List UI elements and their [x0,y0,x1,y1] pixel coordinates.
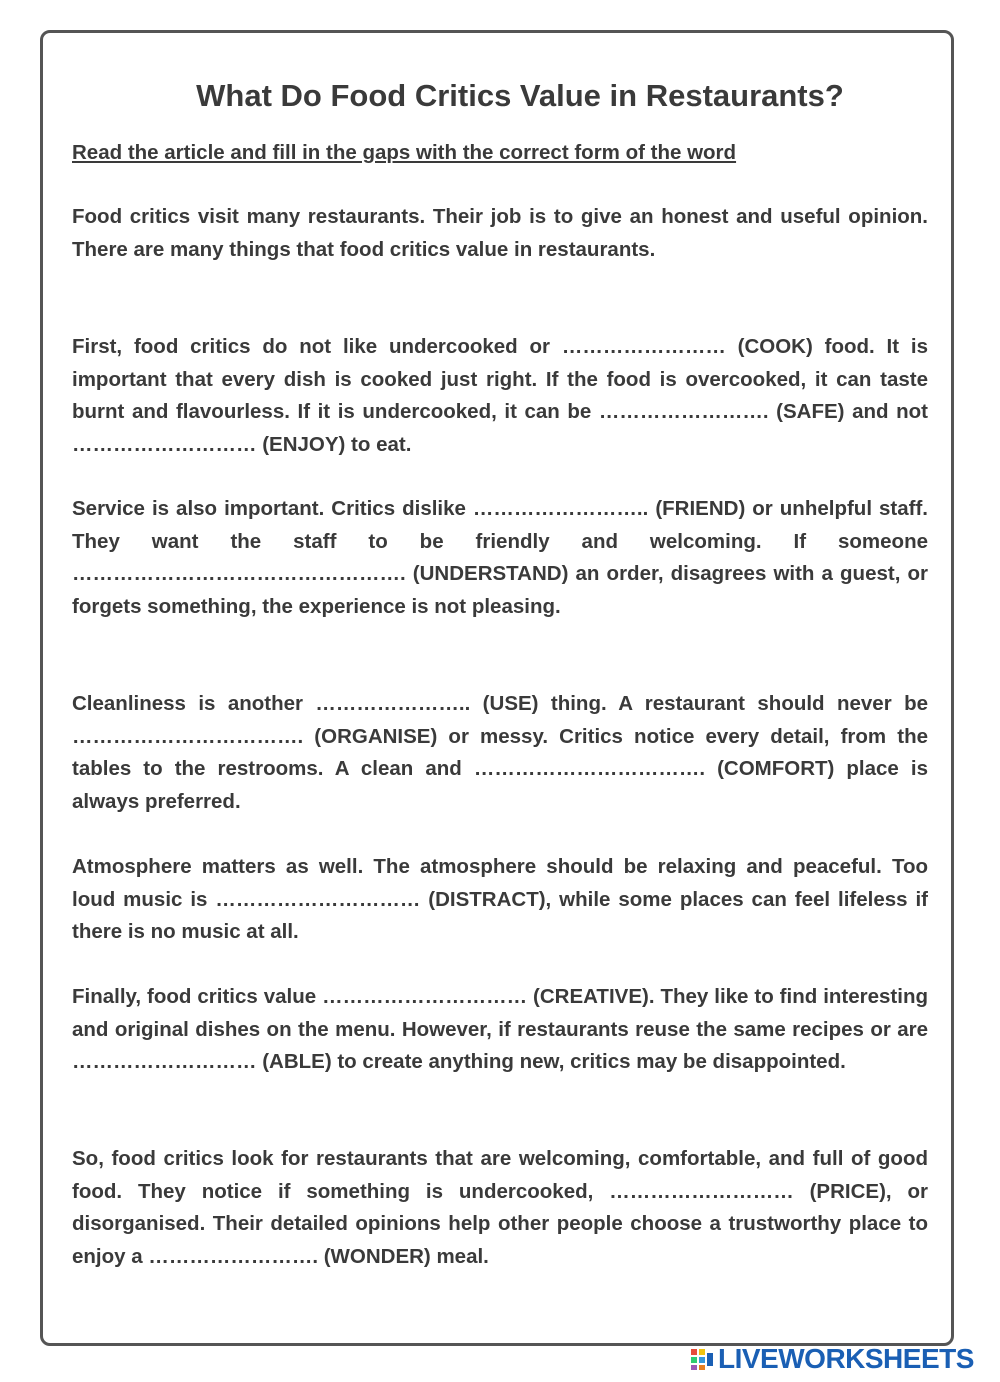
worksheet-instruction: Read the article and fill in the gaps with the correct form of the word [72,141,737,164]
paragraph-conclusion: So, food critics look for restaurants that are welcoming, comfortable, and full of good food. They notice if something is undercooked, ……………………… (PRICE), or disorganised. Their detailed opinions help other people choose a trustworthy place to enjoy a ……………………. (WONDER) meal. [72,1147,928,1268]
paragraph-food: First, food critics do not like undercooked or …………………… (COOK) food. It is important that every dish is cooked just right. If the food is overcooked, it can taste burnt and flavourless. If it is undercooked, it can be ……………………. (SAFE) and not ……………………… (ENJOY) to eat. [72,335,928,456]
paragraph-cleanliness: Cleanliness is another ………………….. (USE) thing. A restaurant should never be ……………………………. (ORGANISE) or messy. Critics notice every detail, from the tables to the restrooms. A clean and ……………………………. (COMFORT) place is always preferred. [72,692,928,813]
worksheet-title: What Do Food Critics Value in Restaurants? [196,78,844,113]
paragraph-intro: Food critics visit many restaurants. Their job is to give an honest and useful opinion. There are many things that food critics value in restaurants. [72,205,928,261]
paragraph-creativity: Finally, food critics value ………………………… (CREATIVE). They like to find interesting and original dishes on the menu. However, if restaurants reuse the same recipes or are ……………………… (ABLE) to create anything new, critics may be disappointed. [72,985,928,1073]
paragraph-atmosphere: Atmosphere matters as well. The atmosphere should be relaxing and peaceful. Too loud music is ………………………… (DISTRACT), while some places can feel lifeless if there is no music at all. [72,855,928,943]
liveworksheets-logo [690,1344,974,1374]
paragraph-service: Service is also important. Critics dislike …………………….. (FRIEND) or unhelpful staff. They want the staff to be friendly and welcoming. If someone …………………………………………. (UNDERSTAND) an order, disagrees with a guest, or forgets something, the experience is not pleasing. [72,497,928,618]
liveworksheets-logo-text: LIVEWORKSHEETS [718,1343,974,1374]
liveworksheets-logo-icon [690,1347,714,1371]
